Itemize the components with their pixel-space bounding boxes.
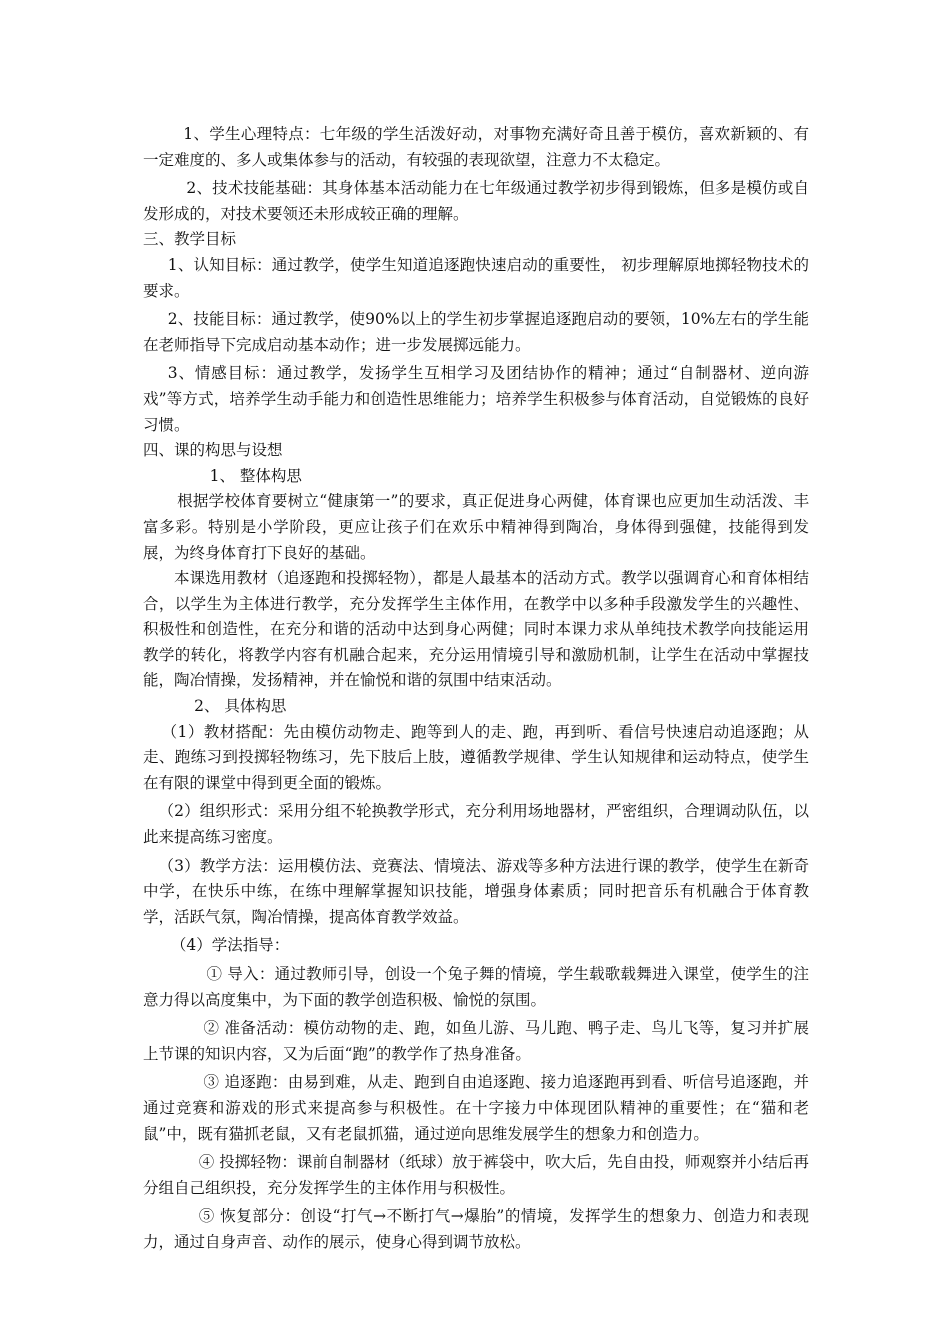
paragraph-overall-concept: 根据学校体育要树立“健康第一”的要求，真正促进身心两健，体育课也应更加生动活泼、丰富多彩。特别是小学阶段，更应让孩子们在欢乐中精神得到陶冶，身体得到强健，技能得到发展，为终身体育打下良好的基础。 — [143, 492, 809, 562]
paragraph-skill-goal: 2、技能目标：通过教学，使90%以上的学生初步掌握追逐跑启动的要领，10%左右的学生能在老师指导下完成启动基本动作；进一步发展掷远能力。 — [143, 310, 809, 354]
paragraph-step-intro: ① 导入：通过教师引导，创设一个兔子舞的情境，学生载歌载舞进入课堂，使学生的注意力得以高度集中，为下面的教学创造积极、愉悦的氛围。 — [143, 965, 809, 1009]
paragraph-skill-basis: 2、技术技能基础：其身体基本活动能力在七年级通过教学初步得到锻炼，但多是模仿或自发形成的，对技术要领还未形成较正确的理解。 — [143, 179, 809, 223]
paragraph-teaching-methods: （3）教学方法：运用模仿法、竞赛法、情境法、游戏等多种方法进行课的教学，使学生在新奇中学，在快乐中练，在练中理解掌握知识技能，增强身体素质；同时把音乐有机融合于体育教学，活跃气氛，陶冶情操，提高体育教学效益。 — [143, 856, 809, 926]
paragraph-material-pairing: （1）教材搭配：先由模仿动物走、跑等到人的走、跑，再到听、看信号快速启动追逐跑；从走、跑练习到投掷轻物练习，先下肢后上肢，遵循教学规律、学生认知规律和运动特点，使学生在有限的课堂中得到更全面的锻炼。 — [143, 722, 809, 792]
paragraph-step-warmup: ② 准备活动：模仿动物的走、跑，如鱼儿游、马儿跑、鸭子走、鸟儿飞等，复习并扩展上节课的知识内容，又为后面“跑”的教学作了热身准备。 — [143, 1019, 809, 1063]
paragraph-emotional-goal: 3、情感目标：通过教学，发扬学生互相学习及团结协作的精神；通过“自制器材、逆向游戏”等方式，培养学生动手能力和创造性思维能力；培养学生积极参与体育活动，自觉锻炼的良好习惯。 — [143, 364, 809, 434]
heading-teaching-goals: 三、教学目标 — [143, 230, 237, 249]
paragraph-materials: 本课选用教材（追逐跑和投掷轻物），都是人最基本的活动方式。教学以强调育心和育体相结合，以学生为主体进行教学，充分发挥学生主体作用，在教学中以多种手段激发学生的兴趣性、积极性和创造性，在充分和谐的活动中达到身心两健；同时本课力求从单纯技术教学向技能运用教学的转化，将教学内容有机融合起来，充分运用情境引导和激励机制，让学生在活动中掌握技能，陶冶情操，发扬精神，并在愉悦和谐的氛围中结束活动。 — [143, 569, 809, 690]
paragraph-student-psychology: 1、学生心理特点：七年级的学生活泼好动，对事物充满好奇且善于模仿，喜欢新颖的、有一定难度的、多人或集体参与的活动，有较强的表现欲望，注意力不太稳定。 — [143, 125, 809, 169]
heading-course-design: 四、课的构思与设想 — [143, 441, 283, 460]
paragraph-learning-guidance: （4）学法指导： — [170, 936, 290, 955]
subheading-specific-concept: 2、 具体构思 — [194, 697, 287, 716]
paragraph-cognitive-goal: 1、认知目标：通过教学，使学生知道追逐跑快速启动的重要性， 初步理解原地掷轻物技术的要求。 — [143, 255, 809, 300]
subheading-overall-concept: 1、 整体构思 — [209, 466, 302, 485]
document-page — [143, 122, 809, 1256]
paragraph-organization: （2）组织形式：采用分组不轮换教学形式，充分利用场地器材，严密组织，合理调动队伍，以此来提高练习密度。 — [143, 802, 809, 847]
paragraph-step-throwing: ④ 投掷轻物：课前自制器材（纸球）放于裤袋中，吹大后，先自由投，师观察并小结后再分组自己组织投，充分发挥学生的主体作用与积极性。 — [143, 1153, 809, 1197]
paragraph-step-recovery: ⑤ 恢复部分：创设“打气→不断打气→爆胎”的情境，发挥学生的想象力、创造力和表现力，通过自身声音、动作的展示，使身心得到调节放松。 — [143, 1207, 809, 1251]
paragraph-step-chase-run: ③ 追逐跑：由易到难，从走、跑到自由追逐跑、接力追逐跑再到看、听信号追逐跑，并通过竞赛和游戏的形式来提高参与积极性。在十字接力中体现团队精神的重要性；在“猫和老鼠”中，既有猫抓老鼠，又有老鼠抓猫，通过逆向思维发展学生的想象力和创造力。 — [143, 1073, 809, 1143]
